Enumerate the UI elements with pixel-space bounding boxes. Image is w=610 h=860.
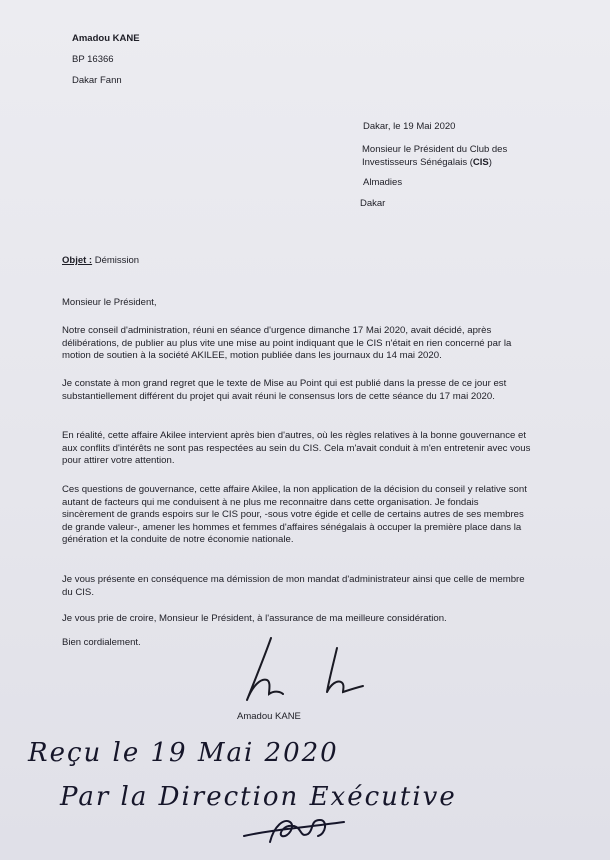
subject-text: Démission — [94, 255, 140, 266]
recipient-line-1: Monsieur le Président du Club des — [362, 144, 508, 155]
sender-po-box: BP 16366 — [72, 54, 114, 65]
subject-line — [62, 254, 139, 267]
body-paragraph-1: Notre conseil d'administration, réuni en séance d'urgence dimanche 17 Mai 2020, avait décidé, après délibérations, de publier au plus vite une mise au point indiquant que le CIS n'était en rien concerné par la motion de soutien à la société AKILEE, motion publiée dans les journaux du 14 mai 2020. — [62, 325, 512, 362]
handwritten-received-note: Reçu le 19 Mai 2020 — [28, 738, 339, 768]
handwritten-initials-mark — [240, 808, 350, 848]
sender-city: Dakar Fann — [72, 75, 122, 86]
closing: Bien cordialement. — [62, 637, 141, 648]
handwritten-direction-note: Par la Direction Exécutive — [60, 782, 457, 812]
recipient-line-2-end: ) — [488, 157, 492, 168]
body-paragraph-6: Je vous prie de croire, Monsieur le Président, à l'assurance de ma meilleure considération. — [62, 613, 447, 624]
place-date: Dakar, le 19 Mai 2020 — [363, 121, 456, 132]
recipient-line-2 — [362, 156, 492, 169]
body-paragraph-4: Ces questions de gouvernance, cette affaire Akilee, la non application de la décision du conseil y relative sont autant de facteurs qui me conduisent à ne plus me reconnaitre dans cette organisation. Je fondais sincèrement de grands espoirs sur le CIS pour, -sous votre égide et celle de certains autres de ses membres de grande valeur-, amener les hommes et femmes d'affaires sénégalais à occuper la première place dans la génération et la conduite de notre économie nationale. — [62, 484, 527, 546]
sender-name: Amadou KANE — [72, 33, 140, 44]
recipient-line-2-start: Investisseurs Sénégalais ( — [362, 157, 473, 168]
recipient-line-4: Dakar — [360, 198, 386, 209]
recipient-line-3: Almadies — [363, 177, 403, 188]
signature-mark — [225, 630, 385, 710]
signature-name: Amadou KANE — [237, 711, 301, 722]
body-paragraph-2: Je constate à mon grand regret que le texte de Mise au Point qui est publié dans la presse de ce jour est substantiellement différent du projet qui avait réuni le consensus lors de cette séance du 17 mai 2020. — [62, 378, 507, 402]
body-paragraph-5: Je vous présente en conséquence ma démission de mon mandat d'administrateur ainsi que celle de membre du CIS. — [62, 574, 525, 598]
salutation: Monsieur le Président, — [62, 297, 157, 308]
body-paragraph-3: En réalité, cette affaire Akilee intervient après bien d'autres, où les règles relatives à la bonne gouvernance et aux conflits d'intérêts ne sont pas respectées au sein du CIS. Cela m'avait conduit à m'en entretenir avec vous pour attirer votre attention. — [62, 430, 531, 467]
recipient-org-acronym: CIS — [472, 157, 489, 168]
subject-label: Objet : — [62, 255, 93, 266]
